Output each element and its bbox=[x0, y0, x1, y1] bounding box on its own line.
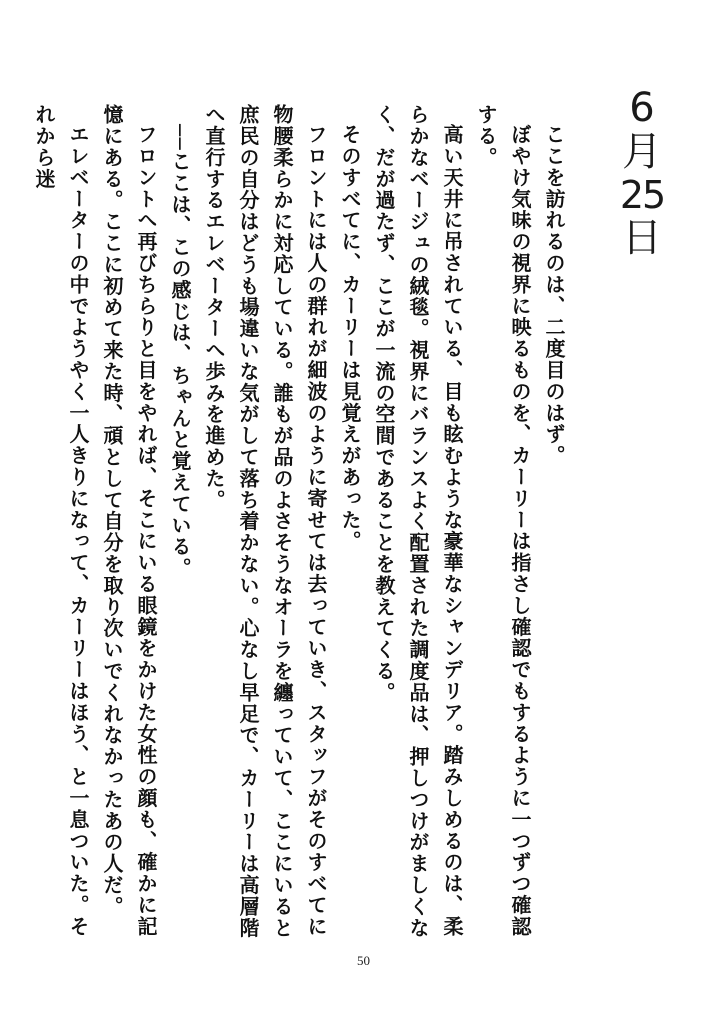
paragraph: ぼやけ気味の視界に映るものを、カーリーは指さし確認でもするように一つずつ確認する。 bbox=[474, 104, 532, 938]
paragraph: エレベーターの中でようやく一人きりになって、カーリーはほう、と一息ついた。それから迷 bbox=[32, 104, 90, 938]
body-text bbox=[27, 104, 571, 944]
chapter-month-number: 6 bbox=[629, 85, 655, 131]
chapter-day-kanji: 日 bbox=[622, 215, 662, 261]
chapter-date-title bbox=[612, 85, 672, 261]
page-number: 50 bbox=[357, 953, 370, 968]
chapter-month-kanji: 月 bbox=[622, 129, 662, 175]
paragraph: そのすべてに、カーリーは見覚えがあった。 bbox=[338, 124, 362, 552]
paragraph: ここを訪れるのは、二度目のはず。 bbox=[542, 124, 566, 467]
paragraph: 高い天井に吊されている、目も眩むような豪華なシャンデリア。踏みしめるのは、柔らかなベージュの絨毯。視界にバランスよく配置された調度品は、押しつけがましくなく、だが過たず、ここが一流の空間であることを教えてくる。 bbox=[372, 104, 464, 939]
paragraph: フロントには人の群れが細波のように寄せては去っていき、スタッフがそのすべてに物腰柔らかに対応している。誰もが品のよさそうなオーラを纏っていて、ここにいると庶民の自分はどうも場違いな気がして落ち着かない。心なし早足で、カーリーは高層階へ直行するエレベーターへ歩みを進めた。 bbox=[202, 104, 328, 939]
paragraph: フロントへ再びちらりと目をやれば、そこにいる眼鏡をかけた女性の顔も、確かに記憶にある。ここに初めて来た時、頑として自分を取り次いでくれなかったあの人だ。 bbox=[100, 104, 158, 938]
chapter-day-number: 25 bbox=[619, 173, 665, 217]
paragraph: ──ここは、この感じは、ちゃんと覚えている。 bbox=[168, 124, 192, 579]
